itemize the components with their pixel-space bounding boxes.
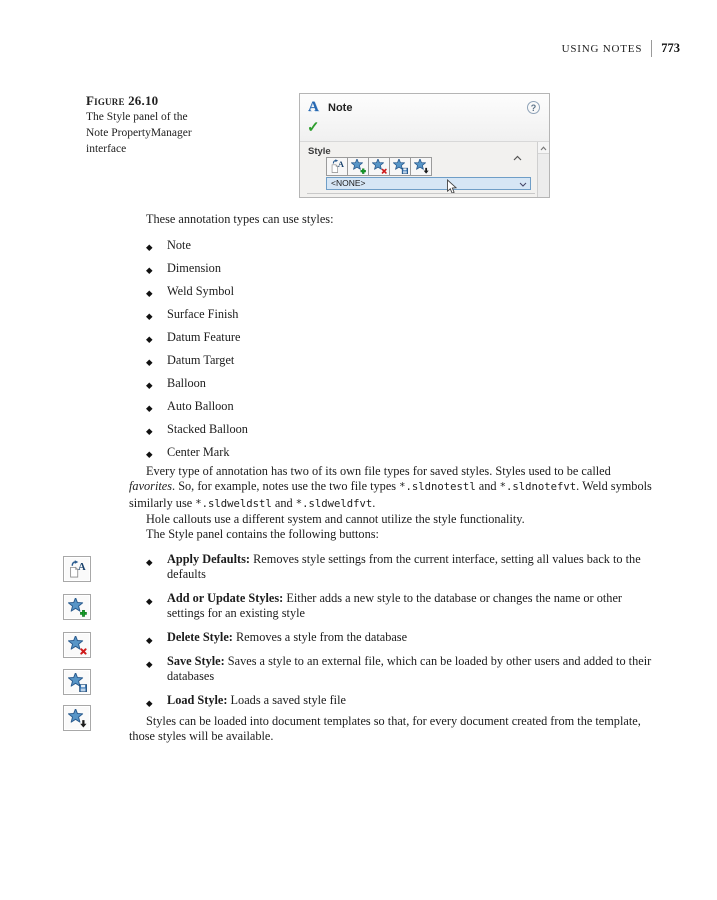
figure-caption-line: The Style panel of the — [86, 111, 188, 123]
scroll-up-arrow-icon[interactable] — [538, 142, 549, 154]
apply-defaults-icon — [330, 159, 345, 174]
annotation-list — [129, 238, 653, 459]
style-button-description — [129, 591, 653, 621]
delete-style-icon — [372, 159, 387, 174]
green-check-icon[interactable]: ✓ — [307, 119, 320, 136]
style-button-description — [129, 693, 653, 708]
style-button-label: Load Style: — [167, 693, 231, 707]
list-item — [129, 261, 653, 275]
closing-paragraph: Styles can be loaded into document templates so that, for every document created from the template, those styles will be available. — [129, 714, 641, 744]
list-item — [129, 376, 653, 390]
add-update-styles-icon — [68, 598, 87, 617]
apply-defaults-button[interactable] — [326, 157, 348, 176]
diamond-bullet-icon: ◆ — [146, 310, 153, 321]
style-button-text: Loads a saved style file — [230, 693, 346, 707]
style-button-description — [129, 630, 653, 645]
margin-apply-defaults-icon — [63, 556, 91, 582]
list-item — [129, 284, 653, 298]
note-propertymanager-panel — [299, 93, 550, 198]
load-style-icon — [414, 159, 429, 174]
diamond-bullet-icon: ◆ — [146, 264, 153, 275]
panel-header — [300, 94, 549, 142]
figure-caption-line: interface — [86, 143, 127, 155]
list-item-label: Surface Finish — [167, 307, 239, 321]
list-item-label: Weld Symbol — [167, 284, 234, 298]
list-item — [129, 353, 653, 367]
svg-text:A: A — [77, 560, 86, 573]
diamond-bullet-icon: ◆ — [146, 658, 153, 669]
paragraph-file-types: Every type of annotation has two of its own file types for saved styles. Styles used to be called favorites. So, for example, notes use the two file types *.sldnotestl and *.sldnotefvt. Weld symbols similarly use *.sldweldstl and *.sldweldfvt. — [129, 464, 652, 510]
diamond-bullet-icon: ◆ — [146, 379, 153, 390]
style-button-text: Saves a style to an external file, which can be loaded by other users and added to their databases — [167, 654, 652, 683]
chevron-up-icon[interactable] — [513, 148, 522, 166]
diamond-bullet-icon: ◆ — [146, 333, 153, 344]
diamond-bullet-icon: ◆ — [146, 595, 153, 606]
figure-caption-line: Note PropertyManager — [86, 127, 192, 139]
running-head-title: USING NOTES — [561, 42, 643, 55]
style-button-label: Save Style: — [167, 654, 228, 668]
divider — [307, 193, 535, 194]
list-item-label: Auto Balloon — [167, 399, 234, 413]
list-item — [129, 238, 653, 252]
delete-style-icon — [68, 636, 87, 655]
add-update-styles-icon — [351, 159, 366, 174]
add-or-update-styles-button[interactable] — [347, 157, 369, 176]
style-dropdown-value: <NONE> — [331, 178, 366, 188]
list-item-label: Note — [167, 238, 191, 252]
list-item — [129, 307, 653, 321]
margin-save-style-icon — [63, 669, 91, 695]
svg-text:A: A — [337, 159, 344, 169]
list-item — [129, 399, 653, 413]
diamond-bullet-icon: ◆ — [146, 448, 153, 459]
style-panel-section — [300, 142, 549, 197]
style-button-label: Delete Style: — [167, 630, 236, 644]
list-item-label: Datum Feature — [167, 330, 241, 344]
diamond-bullet-icon: ◆ — [146, 356, 153, 367]
diamond-bullet-icon: ◆ — [146, 697, 153, 708]
list-item-label: Balloon — [167, 376, 206, 390]
margin-add-update-styles-icon — [63, 594, 91, 620]
diamond-bullet-icon: ◆ — [146, 402, 153, 413]
list-item — [129, 422, 653, 436]
panel-title: Note — [328, 102, 353, 114]
save-style-icon — [68, 673, 87, 692]
list-item — [129, 445, 653, 459]
style-button-label: Apply Defaults: — [167, 552, 254, 566]
style-buttons-list — [129, 552, 653, 717]
margin-load-style-icon — [63, 705, 91, 731]
paragraph-block — [129, 464, 653, 542]
style-button-description — [129, 654, 653, 684]
list-item-label: Datum Target — [167, 353, 235, 367]
load-style-button[interactable] — [410, 157, 432, 176]
style-button-text: Removes a style from the database — [235, 630, 408, 644]
diamond-bullet-icon: ◆ — [146, 634, 153, 645]
figure-label: Figure 26.10 — [86, 93, 159, 108]
save-style-icon — [393, 159, 408, 174]
paragraph-hole-callouts: Hole callouts use a different system and cannot utilize the style functionality. — [146, 511, 525, 526]
page-header — [562, 40, 680, 57]
intro-paragraph: These annotation types can use styles: — [146, 212, 334, 226]
style-toolbar — [326, 157, 431, 176]
header-divider — [651, 40, 652, 57]
figure-caption-lines — [86, 109, 216, 157]
list-item-label: Center Mark — [167, 445, 230, 459]
chevron-down-icon — [519, 182, 527, 187]
style-dropdown[interactable] — [326, 177, 531, 190]
figure-caption — [86, 93, 216, 157]
help-icon[interactable]: ? — [527, 101, 540, 114]
style-button-text: Either adds a new style to the database or changes the name or other settings for an existing style — [167, 591, 622, 620]
style-button-text: Removes style settings from the current interface, setting all values back to the defaults — [167, 552, 641, 581]
style-section-label: Style — [308, 146, 331, 157]
note-a-icon: A — [308, 99, 319, 115]
diamond-bullet-icon: ◆ — [146, 287, 153, 298]
paragraph-style-panel-buttons: The Style panel contains the following buttons: — [146, 527, 379, 542]
intro-block — [129, 212, 653, 468]
diamond-bullet-icon: ◆ — [146, 241, 153, 252]
diamond-bullet-icon: ◆ — [146, 425, 153, 436]
delete-style-button[interactable] — [368, 157, 390, 176]
margin-icon-rail — [63, 0, 97, 760]
diamond-bullet-icon: ◆ — [146, 556, 153, 567]
page-number: 773 — [661, 41, 680, 55]
list-item — [129, 330, 653, 344]
load-style-icon — [68, 709, 87, 728]
scrollbar[interactable] — [537, 142, 549, 197]
apply-defaults-icon — [68, 560, 87, 579]
style-button-label: Add or Update Styles: — [167, 591, 287, 605]
margin-delete-style-icon — [63, 632, 91, 658]
list-item-label: Stacked Balloon — [167, 422, 248, 436]
list-item-label: Dimension — [167, 261, 221, 275]
save-style-button[interactable] — [389, 157, 411, 176]
style-button-description — [129, 552, 653, 582]
